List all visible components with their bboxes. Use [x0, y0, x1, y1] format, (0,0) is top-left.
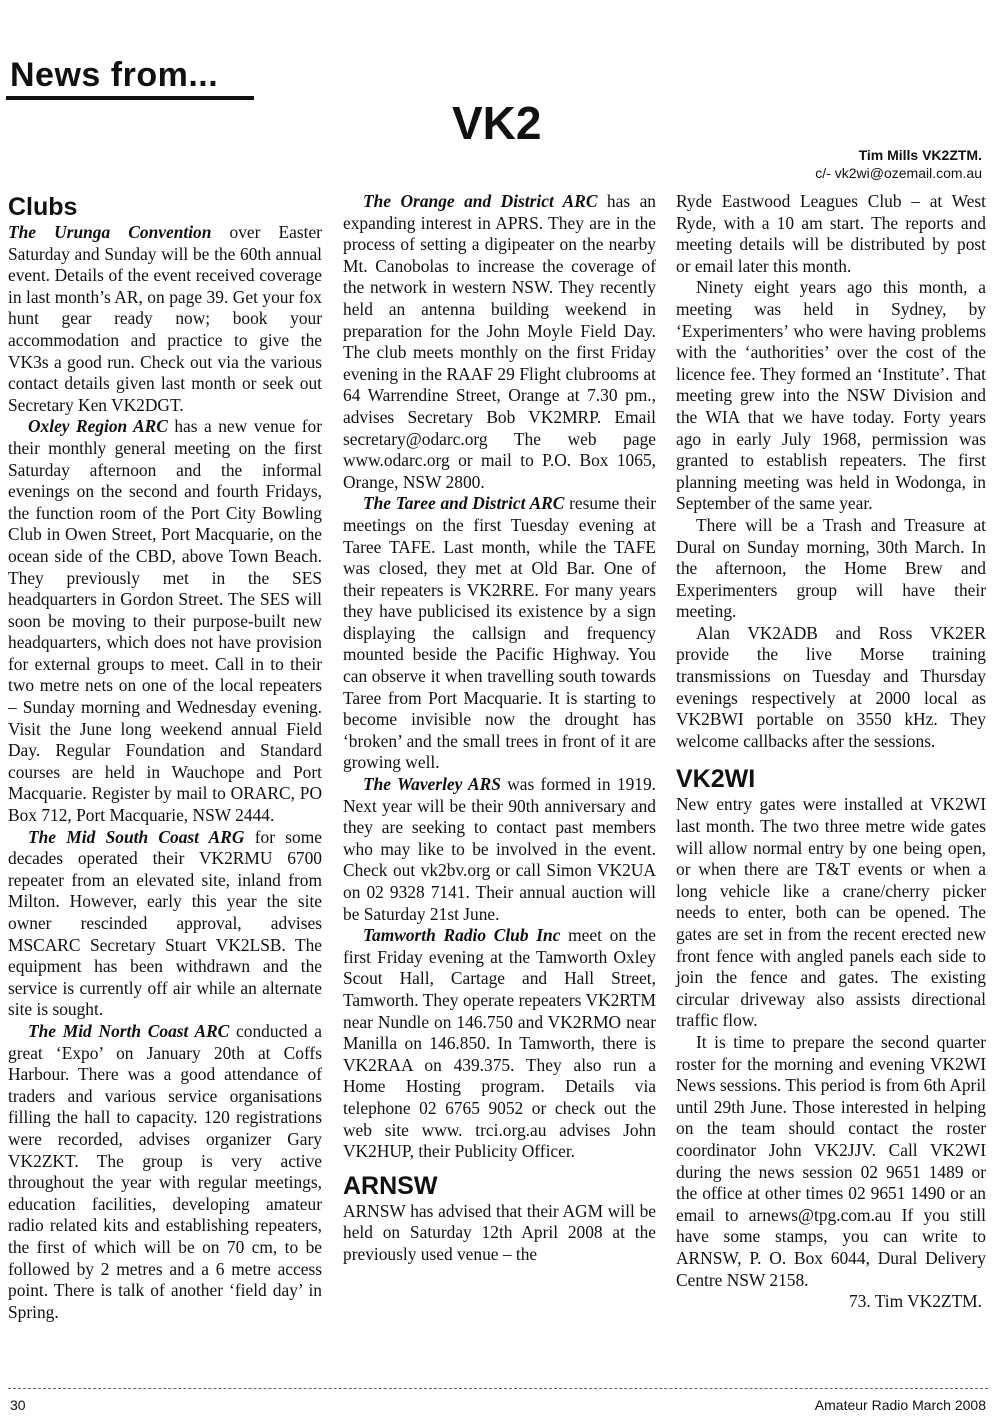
- paragraph-text: meet on the first Friday evening at the Tamworth Oxley Scout Hall, Cartage and Hall Street, Tamworth. They operate repeaters VK2RTM near Nundle on 146.750 and VK2RMO near Manilla on 146.850. In Tamworth, there is VK2RAA on 439.375. They also run a Home Hosting program. Details via telephone 02 6765 9052 or check out the web site www. trci.org.au advises John VK2HUP, their Publicity Officer.: [343, 925, 656, 1162]
- article-paragraph: [8, 1021, 322, 1323]
- club-name: Oxley Region ARC: [28, 416, 168, 437]
- club-name: The Mid South Coast ARG: [28, 826, 245, 847]
- article-paragraph: There will be a Trash and Treasure at Dural on Sunday morning, 30th March. In the afternoon, the Home Brew and Experimenters group will have their meeting.: [676, 514, 986, 622]
- author-email: c/- vk2wi@ozemail.com.au: [815, 165, 982, 181]
- author-name: Tim Mills VK2ZTM.: [858, 147, 982, 163]
- club-name: The Taree and District ARC: [363, 493, 565, 514]
- byline: [815, 146, 982, 182]
- article-column-1: [8, 190, 322, 1323]
- page-title: VK2: [452, 97, 542, 149]
- footer-rule: [8, 1388, 988, 1389]
- article-paragraph: [8, 416, 322, 826]
- paragraph-text: was formed in 1919. Next year will be their 90th anniversary and they are seeking to contact past members who may like to be involved in the event. Check out vk2bv.org or call Simon VK2UA on 02 9328 7141. Their annual auction will be Saturday 21st June.: [343, 774, 656, 924]
- paragraph-text: resume their meetings on the first Tuesday evening at Taree TAFE. Last month, while the TAFE was closed, they met at Old Bar. One of their repeaters is VK2RRE. For many years they have publicised its existence by a sign displaying the callsign and frequency mounted beside the Pacific Highway. You can observe it when travelling south towards Taree from Port Macquarie. It is starting to become invisible now the drought has ‘broken’ and the small trees in front of it are growing well.: [343, 493, 656, 773]
- masthead: News from...: [10, 56, 219, 94]
- article-paragraph: It is time to prepare the second quarter roster for the morning and evening VK2WI News sessions. This period is from 6th April until 29th June. Those interested in helping on the team should contact the roster coordinator John VK2JJV. Call VK2WI during the news session 02 9651 1489 or the office at other times 02 9651 1490 or an email to arnews@tpg.com.au If you still have some stamps, you can write to ARNSW, P. O. Box 6044, Dural Delivery Centre NSW 2158.: [676, 1031, 986, 1290]
- article-paragraph: [343, 191, 656, 493]
- paragraph-text: has an expanding interest in APRS. They are in the process of setting a digipeater on the nearby Mt. Canobolas to increase the coverage of the network in western NSW. They recently held an antenna building weekend in preparation for the John Moyle Field Day. The club meets monthly on the first Friday evening in the RAAF 29 Flight clubrooms at 64 Warrendine Street, Orange at 7.30 pm., advises Secretary Bob VK2MRP. Email secretary@odarc.org The web page www.odarc.org or mail to P.O. Box 1065, Orange, NSW 2800.: [343, 191, 656, 492]
- article-paragraph: [8, 222, 322, 416]
- club-name: The Mid North Coast ARC: [28, 1020, 230, 1041]
- publication-name: Amateur Radio March 2008: [814, 1397, 986, 1413]
- section-heading-clubs: Clubs: [8, 193, 78, 221]
- club-name: The Orange and District ARC: [363, 191, 598, 211]
- article-paragraph: Alan VK2ADB and Ross VK2ER provide the live Morse training transmissions on Tuesday and Thursday evenings respectively at 2000 local as VK2BWI portable on 3550 kHz. They welcome callbacks after the sessions.: [676, 622, 986, 751]
- paragraph-text: over Easter Saturday and Sunday will be the 60th annual event. Details of the event received coverage in last month’s AR, on page 39. Get your fox hunt gear ready now; book your accommodation and practice to give the VK3s a good run. Check out via the various contact details given last month or seek out Secretary Ken VK2DGT.: [8, 222, 322, 415]
- article-paragraph: ARNSW has advised that their AGM will be held on Saturday 12th April 2008 at the previously used venue – the: [343, 1200, 656, 1264]
- signoff: 73. Tim VK2ZTM.: [848, 1291, 982, 1312]
- article-paragraph: Ryde Eastwood Leagues Club – at West Ryde, with a 10 am start. The reports and meeting details will be distributed by post or email later this month.: [676, 191, 986, 276]
- article-paragraph: [343, 774, 656, 925]
- section-heading-vk2wi: VK2WI: [676, 765, 756, 794]
- club-name: Tamworth Radio Club Inc: [363, 925, 561, 946]
- article-paragraph: [343, 493, 656, 774]
- article-paragraph: Ninety eight years ago this month, a meeting was held in Sydney, by ‘Experimenters’ who were having problems with the ‘authorities’ over the cost of the licence fee. They formed an ‘Institute’. That meeting grew into the NSW Division and the WIA that we have today. Forty years ago in early July 1968, permission was granted to establish repeaters. The first planning meeting was held in Wodonga, in September of the same year.: [676, 277, 986, 514]
- paragraph-text: has a new venue for their monthly general meeting on the first Saturday afternoon and the informal evenings on the second and fourth Fridays, the function room of the Port City Bowling Club in Owen Street, Port Macquarie, on the ocean side of the CBD, above Town Beach. They previously met in the SES headquarters in Gordon Street. The SES will soon be moving to their purpose-built new headquarters, which does not have provision for external groups to meet. Call in to their two metre nets on one of the local repeaters – Sunday morning and Wednesday evening. Visit the June long weekend annual Field Day. Regular Foundation and Standard courses are held in Wauchope and Port Macquarie. Register by mail to ORARC, PO Box 712, Port Macquarie, NSW 2444.: [8, 416, 322, 826]
- section-heading-arnsw: ARNSW: [343, 1171, 438, 1200]
- masthead-rule: [6, 96, 254, 100]
- paragraph-text: conducted a great ‘Expo’ on January 20th at Coffs Harbour. There was a good attendance of traders and various service organisations filling the hall to capacity. 120 registrations were recorded, advises organizer Gary VK2ZKT. The group is very active throughout the year with regular meetings, education facilities, developing amateur radio related kits and establishing repeaters, the first of which will be on 70 cm, to be followed by 2 metres and a 6 metre access point. There is talk of another ‘field day’ in Spring.: [8, 1020, 322, 1322]
- page-number: 30: [10, 1397, 26, 1413]
- club-name: The Urunga Convention: [8, 222, 212, 242]
- article-column-2: [343, 191, 656, 1266]
- paragraph-text: for some decades operated their VK2RMU 6700 repeater from an elevated site, inland from Milton. However, early this year the site owner rescinded approval, advises MSCARC Secretary Stuart VK2LSB. The equipment has been withdrawn and the service is currently off air while an alternate site is sought.: [8, 826, 322, 1020]
- article-paragraph: New entry gates were installed at VK2WI last month. The two three metre wide gates will allow normal entry by one being open, or when there are T&T events or when a long vehicle like a crane/cherry picker needs to enter, both can be opened. The gates are set in from the recent erected new front fence with angled panels each side to join the fence and gates. The existing circular driveway also assists directional traffic flow.: [676, 794, 986, 1031]
- club-name: The Waverley ARS: [363, 774, 501, 795]
- article-paragraph: [8, 827, 322, 1021]
- article-column-3: [676, 191, 986, 1313]
- article-paragraph: [343, 925, 656, 1163]
